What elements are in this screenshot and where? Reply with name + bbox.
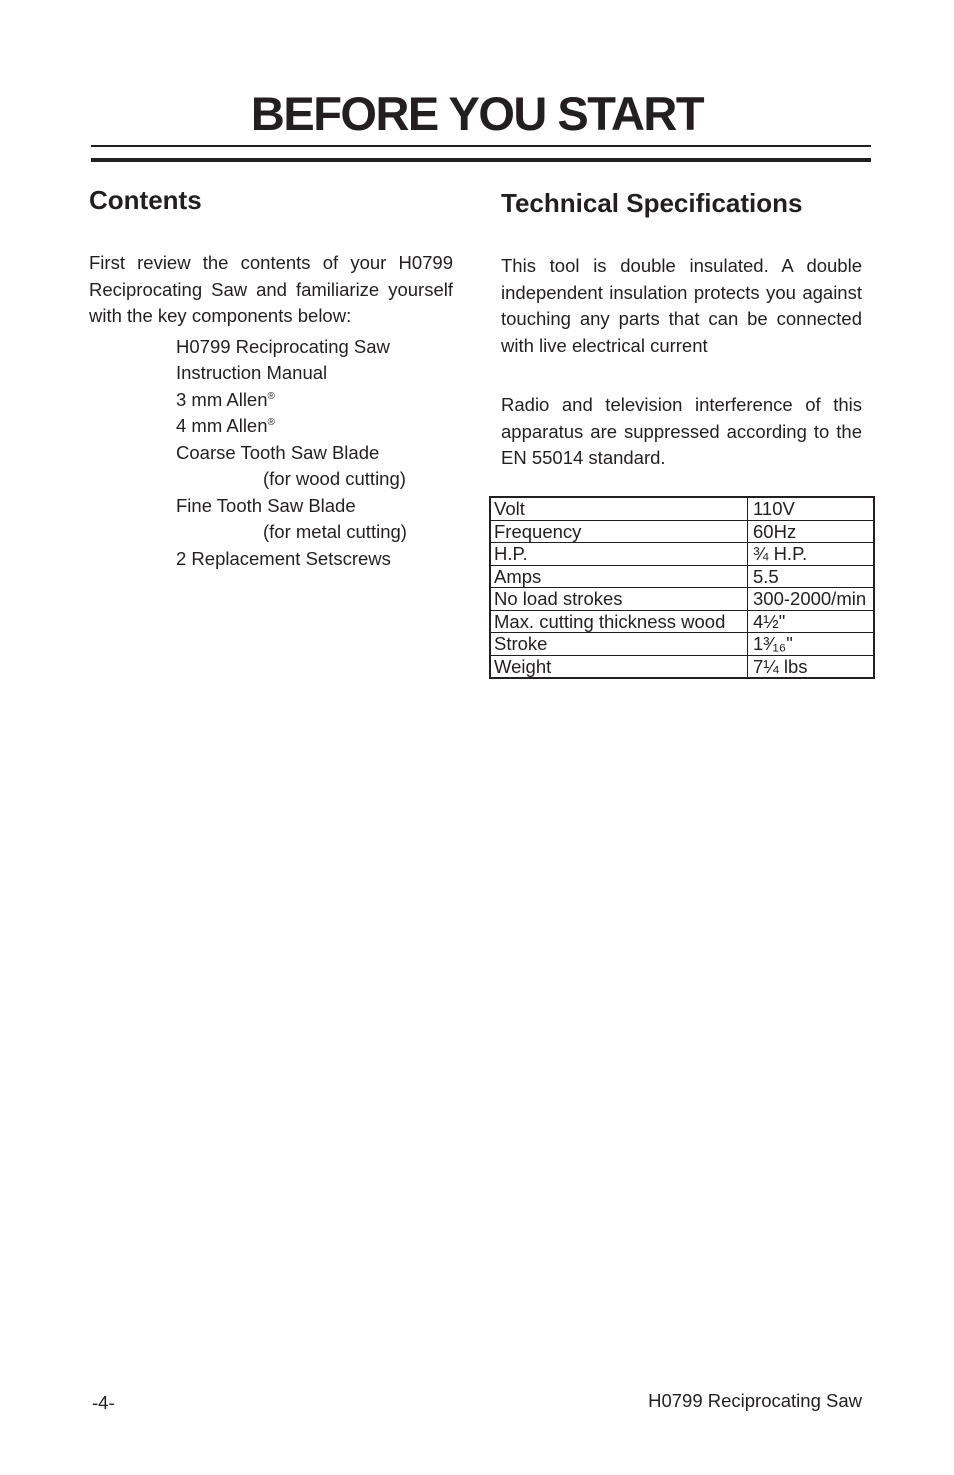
contents-section: [89, 184, 453, 572]
footer-product-name: H0799 Reciprocating Saw: [648, 1390, 862, 1411]
page-title: BEFORE YOU START: [250, 87, 704, 140]
registered-mark: ®: [267, 390, 275, 402]
contents-item-text: H0799 Reciprocating Saw: [176, 335, 390, 357]
contents-item-text: 4 mm Allen: [176, 415, 268, 436]
spec-label: Amps: [490, 565, 748, 588]
spec-row: [490, 610, 874, 633]
contents-intro: First review the contents of your H0799 Reciprocating Saw and familiarize yourself with the key components below:: [89, 252, 453, 326]
insulation-paragraph: This tool is double insulated. A double independent insulation protects you against touching any parts that can be connected with live electrical current: [501, 255, 862, 356]
spec-label: No load strokes: [490, 588, 748, 611]
contents-item: [176, 466, 453, 493]
spec-row: [490, 588, 874, 611]
spec-label: Max. cutting thickness wood: [490, 610, 748, 633]
specifications-section: [501, 187, 862, 472]
contents-item: [176, 360, 453, 387]
contents-item-text: Fine Tooth Saw Blade: [176, 494, 356, 516]
contents-item-text: (for metal cutting): [263, 521, 407, 542]
spec-value: ¾ H.P.: [748, 543, 875, 566]
contents-item: [176, 387, 453, 414]
contents-list: [89, 334, 453, 573]
spec-row: [490, 633, 874, 656]
contents-item: [176, 334, 453, 361]
spec-label: Frequency: [490, 520, 748, 543]
contents-item-text: 2 Replacement Setscrews: [176, 547, 391, 569]
spec-label: Weight: [490, 655, 748, 678]
registered-mark: ®: [267, 417, 275, 428]
interference-paragraph: Radio and television interference of this apparatus are suppressed according to the EN 55014 standard.: [501, 394, 862, 468]
spec-value: 60Hz: [748, 520, 875, 543]
specifications-table: [489, 496, 875, 679]
specifications-heading: Technical Specifications: [501, 188, 803, 218]
contents-item-text: Coarse Tooth Saw Blade: [176, 441, 380, 463]
spec-value: 1³⁄₁₆": [748, 633, 875, 656]
spec-value: 300-2000/min: [748, 588, 875, 611]
contents-item-text: Instruction Manual: [176, 362, 328, 383]
spec-row: [490, 543, 874, 566]
spec-row: [490, 565, 874, 588]
spec-row: [490, 497, 874, 520]
title-rule-thin: [91, 145, 871, 147]
contents-item-text: (for wood cutting): [263, 468, 406, 489]
contents-item-text: 3 mm Allen: [176, 388, 268, 410]
page-number: -4-: [92, 1392, 115, 1413]
contents-item: [176, 546, 453, 573]
spec-value: 110V: [748, 497, 875, 520]
spec-row: [490, 655, 874, 678]
contents-heading: Contents: [89, 185, 202, 215]
contents-item: [176, 413, 453, 440]
contents-item: [176, 493, 453, 520]
spec-value: 7¼ lbs: [748, 655, 875, 678]
spec-label: Volt: [490, 497, 748, 520]
contents-item: [176, 440, 453, 467]
spec-value: 4½": [748, 610, 875, 633]
contents-item: [176, 519, 453, 546]
title-rule-thick: [91, 158, 871, 162]
spec-label: Stroke: [490, 633, 748, 656]
spec-value: 5.5: [748, 565, 875, 588]
spec-row: [490, 520, 874, 543]
spec-label: H.P.: [490, 543, 748, 566]
